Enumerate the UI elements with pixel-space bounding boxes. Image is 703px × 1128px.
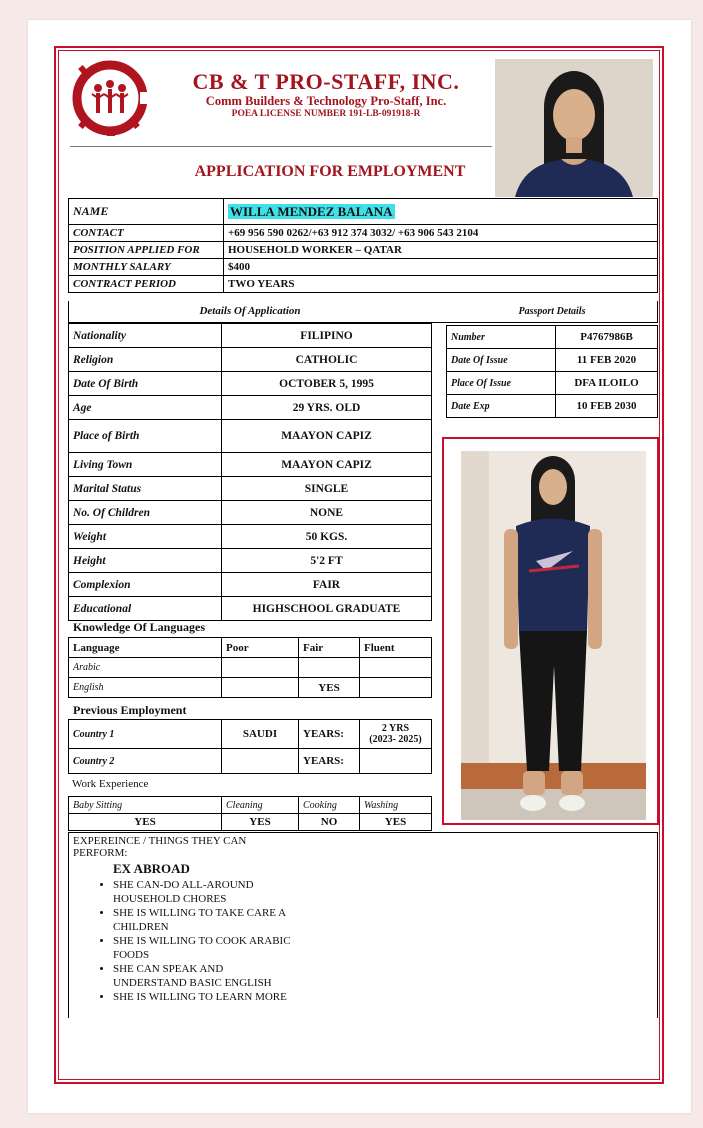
table-row bbox=[69, 749, 432, 774]
experience-heading: EX ABROAD bbox=[113, 861, 190, 876]
table-row bbox=[69, 658, 432, 678]
country-1-label: Country 1 bbox=[69, 720, 222, 749]
detail-value: FAIR bbox=[222, 573, 432, 597]
country-1-years: 2 YRS (2023- 2025) bbox=[360, 720, 432, 749]
table-row bbox=[69, 372, 432, 396]
list-item: • SHE IS WILLING TO COOK ARABIC FOODS bbox=[113, 935, 293, 962]
detail-label: Complexion bbox=[69, 573, 222, 597]
work-header-babysitting: Baby Sitting bbox=[69, 797, 222, 814]
subheader-band bbox=[68, 301, 658, 323]
company-subtitle: Comm Builders & Technology Pro-Staff, Inc. bbox=[205, 94, 447, 108]
list-item: • SHE CAN SPEAK AND UNDERSTAND BASIC ENGLISH bbox=[113, 963, 293, 990]
details-header: Details Of Application bbox=[199, 305, 301, 317]
detail-value: OCTOBER 5, 1995 bbox=[222, 372, 432, 396]
table-row bbox=[69, 453, 432, 477]
passport-table bbox=[446, 325, 658, 418]
detail-value: CATHOLIC bbox=[222, 348, 432, 372]
contact-value: +69 956 590 0262/+63 912 374 3032/ +63 906 543 2104 bbox=[224, 225, 658, 242]
table-row bbox=[69, 678, 432, 698]
work-header-cooking: Cooking bbox=[299, 797, 360, 814]
detail-value: 5'2 FT bbox=[222, 549, 432, 573]
detail-label: Height bbox=[69, 549, 222, 573]
applicant-name: WILLA MENDEZ BALANA bbox=[230, 203, 393, 219]
form-title: APPLICATION FOR EMPLOYMENT bbox=[194, 163, 466, 180]
salary-label: MONTHLY SALARY bbox=[69, 259, 224, 276]
work-header-washing: Washing bbox=[360, 797, 432, 814]
table-row bbox=[69, 259, 658, 276]
work-experience-table bbox=[68, 796, 432, 831]
lang-header-fair: Fair bbox=[299, 638, 360, 658]
table-row bbox=[69, 797, 432, 814]
table-row bbox=[69, 225, 658, 242]
detail-label: Living Town bbox=[69, 453, 222, 477]
detail-value: MAAYON CAPIZ bbox=[222, 453, 432, 477]
experience-intro: EXPEREINCE / THINGS THEY CAN PERFORM: bbox=[73, 835, 247, 859]
work-header-cleaning: Cleaning bbox=[222, 797, 299, 814]
detail-label: Date Of Birth bbox=[69, 372, 222, 396]
table-row bbox=[69, 638, 432, 658]
detail-value: MAAYON CAPIZ bbox=[222, 420, 432, 453]
passport-value: DFA ILOILO bbox=[556, 372, 658, 395]
table-row bbox=[69, 525, 432, 549]
table-row bbox=[69, 199, 658, 225]
company-logo bbox=[70, 58, 160, 138]
table-row bbox=[69, 420, 432, 453]
list-item: • SHE IS WILLING TO LEARN MORE bbox=[113, 991, 293, 1005]
company-header bbox=[166, 70, 486, 120]
position-label: POSITION APPLIED FOR bbox=[69, 242, 224, 259]
table-row bbox=[447, 326, 658, 349]
lang-cell bbox=[222, 678, 299, 698]
header-divider bbox=[70, 146, 492, 147]
list-item: • SHE IS WILLING TO TAKE CARE A CHILDREN bbox=[113, 907, 293, 934]
detail-label: No. Of Children bbox=[69, 501, 222, 525]
contact-label: CONTACT bbox=[69, 225, 224, 242]
table-row bbox=[69, 501, 432, 525]
lang-cell: YES bbox=[299, 678, 360, 698]
detail-label: Weight bbox=[69, 525, 222, 549]
detail-label: Age bbox=[69, 396, 222, 420]
lang-cell bbox=[222, 658, 299, 678]
lang-cell bbox=[360, 658, 432, 678]
detail-value: 29 YRS. OLD bbox=[222, 396, 432, 420]
languages-table bbox=[68, 637, 432, 698]
name-value-cell bbox=[224, 199, 658, 225]
country-2-years bbox=[360, 749, 432, 774]
passport-value: P4767986B bbox=[556, 326, 658, 349]
table-row bbox=[447, 395, 658, 418]
work-value-washing: YES bbox=[360, 814, 432, 831]
detail-label: Marital Status bbox=[69, 477, 222, 501]
table-row bbox=[69, 242, 658, 259]
table-row bbox=[69, 477, 432, 501]
table-row bbox=[69, 348, 432, 372]
detail-label: Religion bbox=[69, 348, 222, 372]
table-row bbox=[69, 814, 432, 831]
country-1-value: SAUDI bbox=[222, 720, 299, 749]
detail-label: Place of Birth bbox=[69, 420, 222, 453]
lang-header-language: Language bbox=[69, 638, 222, 658]
position-value: HOUSEHOLD WORKER – QATAR bbox=[224, 242, 658, 259]
lang-cell bbox=[299, 658, 360, 678]
detail-label: Nationality bbox=[69, 324, 222, 348]
work-experience-title: Work Experience bbox=[72, 778, 149, 790]
salary-value: $400 bbox=[224, 259, 658, 276]
detail-value: 50 KGS. bbox=[222, 525, 432, 549]
passport-label: Place Of Issue bbox=[447, 372, 556, 395]
table-row bbox=[447, 372, 658, 395]
license-number: POEA LICENSE NUMBER 191-LB-091918-R bbox=[231, 109, 421, 119]
passport-label: Date Exp bbox=[447, 395, 556, 418]
experience-list bbox=[69, 879, 657, 1005]
company-name: CB & T PRO-STAFF, INC. bbox=[192, 69, 460, 94]
table-row bbox=[447, 349, 658, 372]
work-value-cooking: NO bbox=[299, 814, 360, 831]
contract-label: CONTRACT PERIOD bbox=[69, 276, 224, 293]
details-table bbox=[68, 323, 432, 621]
years-label: YEARS: bbox=[299, 749, 360, 774]
table-row bbox=[69, 549, 432, 573]
lang-header-fluent: Fluent bbox=[360, 638, 432, 658]
lang-english: English bbox=[69, 678, 222, 698]
table-row bbox=[69, 396, 432, 420]
list-item: • SHE CAN-DO ALL-AROUND HOUSEHOLD CHORES bbox=[113, 879, 293, 906]
table-row bbox=[69, 324, 432, 348]
lang-arabic: Arabic bbox=[69, 658, 222, 678]
passport-value: 10 FEB 2030 bbox=[556, 395, 658, 418]
applicant-full-body-photo bbox=[461, 451, 646, 820]
detail-value: FILIPINO bbox=[222, 324, 432, 348]
passport-label: Number bbox=[447, 326, 556, 349]
basic-info-table bbox=[68, 198, 658, 293]
table-row bbox=[69, 573, 432, 597]
table-row bbox=[69, 276, 658, 293]
languages-section-title: Knowledge Of Languages bbox=[73, 620, 206, 634]
passport-label: Date Of Issue bbox=[447, 349, 556, 372]
experience-box bbox=[68, 832, 658, 1018]
table-row bbox=[69, 597, 432, 621]
detail-value: HIGHSCHOOL GRADUATE bbox=[222, 597, 432, 621]
detail-value: NONE bbox=[222, 501, 432, 525]
country-2-label: Country 2 bbox=[69, 749, 222, 774]
lang-header-poor: Poor bbox=[222, 638, 299, 658]
detail-label: Educational bbox=[69, 597, 222, 621]
work-value-babysitting: YES bbox=[69, 814, 222, 831]
contract-value: TWO YEARS bbox=[224, 276, 658, 293]
employment-section-title: Previous Employment bbox=[73, 703, 187, 717]
name-label: NAME bbox=[69, 199, 224, 225]
lang-cell bbox=[360, 678, 432, 698]
employment-table bbox=[68, 719, 432, 774]
passport-header: Passport Details bbox=[518, 306, 586, 317]
country-2-value bbox=[222, 749, 299, 774]
table-row bbox=[69, 720, 432, 749]
work-value-cleaning: YES bbox=[222, 814, 299, 831]
detail-value: SINGLE bbox=[222, 477, 432, 501]
passport-value: 11 FEB 2020 bbox=[556, 349, 658, 372]
years-label: YEARS: bbox=[299, 720, 360, 749]
